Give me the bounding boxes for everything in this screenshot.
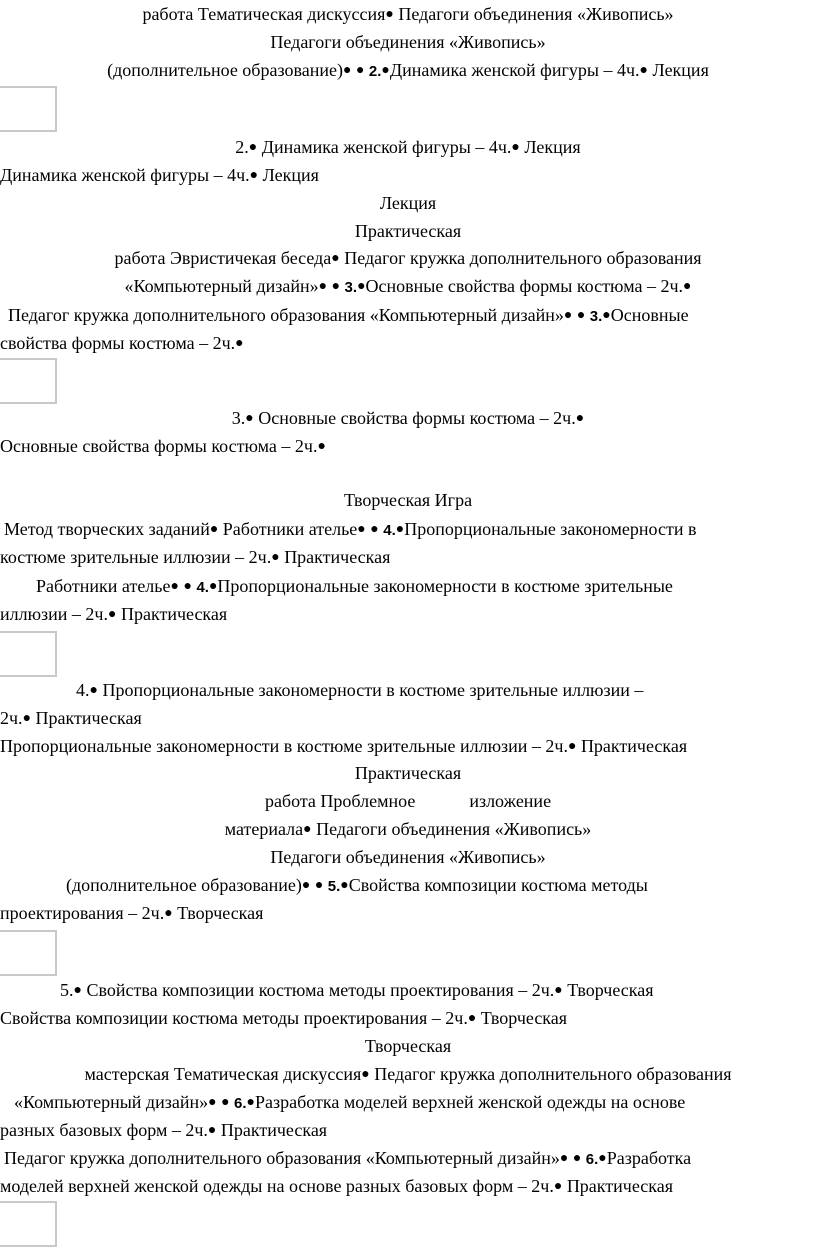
text-fragment: Педагоги объединения «Живопись» xyxy=(270,847,546,867)
text-fragment: материала xyxy=(224,819,304,839)
text-fragment: Динамика женской фигуры – 4ч. xyxy=(0,165,250,185)
text-fragment: Пропорциональные закономерности в костюме зрительные иллюзии – 2ч. xyxy=(0,736,568,756)
text-fragment: Свойства композиции костюма методы xyxy=(348,875,648,895)
item-number: 3. xyxy=(344,279,358,296)
text-line xyxy=(0,543,816,571)
bullet-icon: ● xyxy=(576,308,586,323)
bullet-icon: ● xyxy=(553,1179,563,1194)
text-fragment: свойства формы костюма – 2ч. xyxy=(0,333,236,353)
text-line xyxy=(0,676,816,704)
item-number: 6. xyxy=(234,1095,247,1112)
bullet-icon: ● xyxy=(355,63,365,78)
text-fragment: Пропорциональные закономерности в костюме зрительные xyxy=(217,576,673,596)
text-fragment: Практическая xyxy=(279,547,391,567)
text-line xyxy=(0,133,816,161)
text-fragment: Работники ателье xyxy=(36,576,171,596)
text-fragment: Творческая xyxy=(172,903,264,923)
text-fragment: Творческая Игра xyxy=(343,490,473,510)
image-placeholder-5 xyxy=(0,1201,57,1247)
text-fragment: 2. xyxy=(235,137,249,157)
text-fragment: работа Тематическая дискуссия xyxy=(142,4,386,24)
text-fragment xyxy=(327,276,332,296)
text-fragment: Пропорциональные закономерности в xyxy=(404,519,697,539)
text-fragment: костюме зрительные иллюзии – 2ч. xyxy=(0,547,272,567)
bullet-icon: ● xyxy=(73,983,82,998)
bullet-icon: ● xyxy=(183,579,192,594)
item-number: 3. xyxy=(589,308,603,325)
bullet-icon: ● xyxy=(271,550,280,565)
bullet-icon: ● xyxy=(563,308,573,323)
bullet-icon: ● xyxy=(207,1123,217,1138)
text-fragment: 4. xyxy=(76,680,90,700)
bullet-icon: ● xyxy=(357,522,366,537)
text-fragment: Практическая xyxy=(562,1176,674,1196)
text-line xyxy=(0,1116,816,1144)
bullet-icon: ● xyxy=(164,906,173,921)
bullet-icon: ● xyxy=(381,63,390,78)
bullet-icon: ● xyxy=(340,878,349,893)
text-line xyxy=(0,217,816,245)
text-line xyxy=(0,815,816,843)
item-number: 4. xyxy=(196,579,209,596)
text-fragment: иллюзии – 2ч. xyxy=(0,604,108,624)
text-line xyxy=(0,486,816,514)
item-number: 2. xyxy=(368,63,382,80)
text-fragment: Практическая xyxy=(216,1120,328,1140)
image-placeholder-2 xyxy=(0,358,57,404)
text-fragment: Разработка моделей верхней женской одежды на основе xyxy=(255,1092,686,1112)
item-number: 6. xyxy=(585,1151,599,1168)
bullet-icon: ● xyxy=(342,63,352,78)
text-line xyxy=(0,272,816,300)
text-fragment: Пропорциональные закономерности в костюме зрительные иллюзии – xyxy=(97,680,644,700)
bullet-icon: ● xyxy=(639,63,648,78)
bullet-icon: ● xyxy=(208,1095,217,1110)
bullet-icon: ● xyxy=(249,168,259,183)
text-fragment: Практическая xyxy=(354,221,462,241)
text-fragment: «Компьютерный дизайн» xyxy=(124,276,319,296)
text-fragment: Лекция xyxy=(647,60,709,80)
text-fragment: проектирования – 2ч. xyxy=(0,903,165,923)
bullet-icon: ● xyxy=(89,683,98,698)
bullet-icon: ● xyxy=(235,336,244,351)
text-line xyxy=(0,432,816,460)
text-fragment: Педагог кружка дополнительного образования «Компьютерный дизайн» xyxy=(8,305,564,325)
bullet-icon: ● xyxy=(559,1151,569,1166)
bullet-icon: ● xyxy=(170,579,179,594)
image-placeholder-4 xyxy=(0,930,57,976)
text-line xyxy=(0,871,816,899)
bullet-icon: ● xyxy=(467,1011,477,1026)
text-fragment: Лекция xyxy=(519,137,581,157)
text-line xyxy=(0,843,816,871)
bullet-icon: ● xyxy=(248,140,258,155)
text-line xyxy=(0,976,816,1004)
text-line xyxy=(0,899,816,927)
text-fragment: 2ч. xyxy=(0,708,23,728)
text-fragment: (дополнительное образование) xyxy=(107,60,343,80)
text-line xyxy=(0,189,816,217)
text-line xyxy=(0,404,816,432)
text-fragment: Основные свойства формы костюма – 2ч. xyxy=(0,436,318,456)
text-line xyxy=(0,0,816,28)
bullet-icon: ● xyxy=(314,878,324,893)
text-fragment: работа Эвристичекая беседа xyxy=(114,248,332,268)
text-fragment: Работники ателье xyxy=(218,519,358,539)
bullet-icon: ● xyxy=(357,279,366,294)
text-fragment: Педагоги объединения «Живопись» xyxy=(311,819,592,839)
text-fragment: «Компьютерный дизайн» xyxy=(14,1092,209,1112)
text-fragment: Динамика женской фигуры – 4ч. xyxy=(257,137,512,157)
bullet-icon: ● xyxy=(209,522,219,537)
text-fragment: Практическая xyxy=(576,736,688,756)
text-line xyxy=(0,161,816,189)
text-fragment: Педагог кружка дополнительного образования xyxy=(369,1064,732,1084)
bullet-icon: ● xyxy=(245,411,254,426)
bullet-icon: ● xyxy=(331,279,341,294)
text-fragment: Практическая xyxy=(31,708,142,728)
bullet-icon: ● xyxy=(683,279,692,294)
text-fragment: Творческая xyxy=(364,1036,452,1056)
text-line xyxy=(0,28,816,56)
text-fragment: Основные xyxy=(610,305,689,325)
text-line xyxy=(0,704,816,732)
text-line xyxy=(0,1088,816,1116)
text-line xyxy=(0,600,816,628)
text-line xyxy=(0,515,816,543)
text-line xyxy=(0,572,816,600)
text-line xyxy=(0,759,816,787)
text-fragment: Педагог кружка дополнительного образования «Компьютерный дизайн» xyxy=(4,1148,560,1168)
text-fragment: Педагоги объединения «Живопись» xyxy=(393,4,674,24)
text-fragment: мастерская Тематическая дискуссия xyxy=(84,1064,362,1084)
bullet-icon: ● xyxy=(221,1095,230,1110)
bullet-icon: ● xyxy=(331,251,340,266)
bullet-icon: ● xyxy=(575,411,585,426)
bullet-icon: ● xyxy=(107,607,117,622)
bullet-icon: ● xyxy=(303,822,312,837)
item-number: 5. xyxy=(327,878,341,895)
text-fragment: 5. xyxy=(60,980,74,1000)
bullet-icon: ● xyxy=(246,1095,256,1110)
text-line xyxy=(0,787,816,815)
text-fragment: моделей верхней женской одежды на основе разных базовых форм – 2ч. xyxy=(0,1176,554,1196)
text-fragment: Творческая xyxy=(476,1008,568,1028)
text-fragment: Практическая xyxy=(354,763,462,783)
text-line xyxy=(0,329,816,357)
bullet-icon: ● xyxy=(572,1151,582,1166)
bullet-icon: ● xyxy=(318,279,328,294)
text-line xyxy=(0,1032,816,1060)
bullet-icon: ● xyxy=(598,1151,607,1166)
bullet-icon: ● xyxy=(361,1067,370,1082)
bullet-icon: ● xyxy=(567,739,577,754)
bullet-icon: ● xyxy=(301,878,311,893)
text-line xyxy=(0,244,816,272)
text-fragment: Практическая xyxy=(116,604,228,624)
text-line xyxy=(0,301,816,329)
text-line xyxy=(0,1172,816,1200)
text-fragment: Динамика женской фигуры – 4ч. xyxy=(389,60,640,80)
item-number: 4. xyxy=(383,522,396,539)
bullet-icon: ● xyxy=(208,579,218,594)
text-fragment: (дополнительное образование) xyxy=(66,875,302,895)
bullet-icon: ● xyxy=(602,308,611,323)
text-fragment: Лекция xyxy=(379,193,437,213)
text-fragment: Лекция xyxy=(258,165,319,185)
bullet-icon: ● xyxy=(22,711,32,726)
image-placeholder-1 xyxy=(0,86,57,132)
bullet-icon: ● xyxy=(317,439,326,454)
image-placeholder-3 xyxy=(0,631,57,677)
text-line xyxy=(0,56,816,84)
bullet-icon: ● xyxy=(395,522,405,537)
text-fragment: Метод творческих заданий xyxy=(4,519,210,539)
bullet-icon: ● xyxy=(554,983,563,998)
text-fragment: Педагог кружка дополнительного образования xyxy=(339,248,702,268)
text-fragment: разных базовых форм – 2ч. xyxy=(0,1120,208,1140)
text-line xyxy=(0,1144,816,1172)
text-line xyxy=(0,732,816,760)
text-fragment: Свойства композиции костюма методы проектирования – 2ч. xyxy=(81,980,555,1000)
text-fragment: работа Проблемное изложение xyxy=(264,791,552,811)
text-fragment: Свойства композиции костюма методы проектирования – 2ч. xyxy=(0,1008,468,1028)
text-fragment: Основные свойства формы костюма – 2ч. xyxy=(253,408,576,428)
text-line xyxy=(0,1004,816,1032)
bullet-icon: ● xyxy=(511,140,520,155)
text-line xyxy=(0,1060,816,1088)
text-fragment: Основные свойства формы костюма – 2ч. xyxy=(365,276,684,296)
bullet-icon: ● xyxy=(385,7,394,22)
text-fragment: Разработка xyxy=(606,1148,692,1168)
bullet-icon: ● xyxy=(370,522,379,537)
text-fragment: Педагоги объединения «Живопись» xyxy=(270,32,546,52)
text-fragment: Творческая xyxy=(562,980,654,1000)
text-fragment: 3. xyxy=(231,408,246,428)
